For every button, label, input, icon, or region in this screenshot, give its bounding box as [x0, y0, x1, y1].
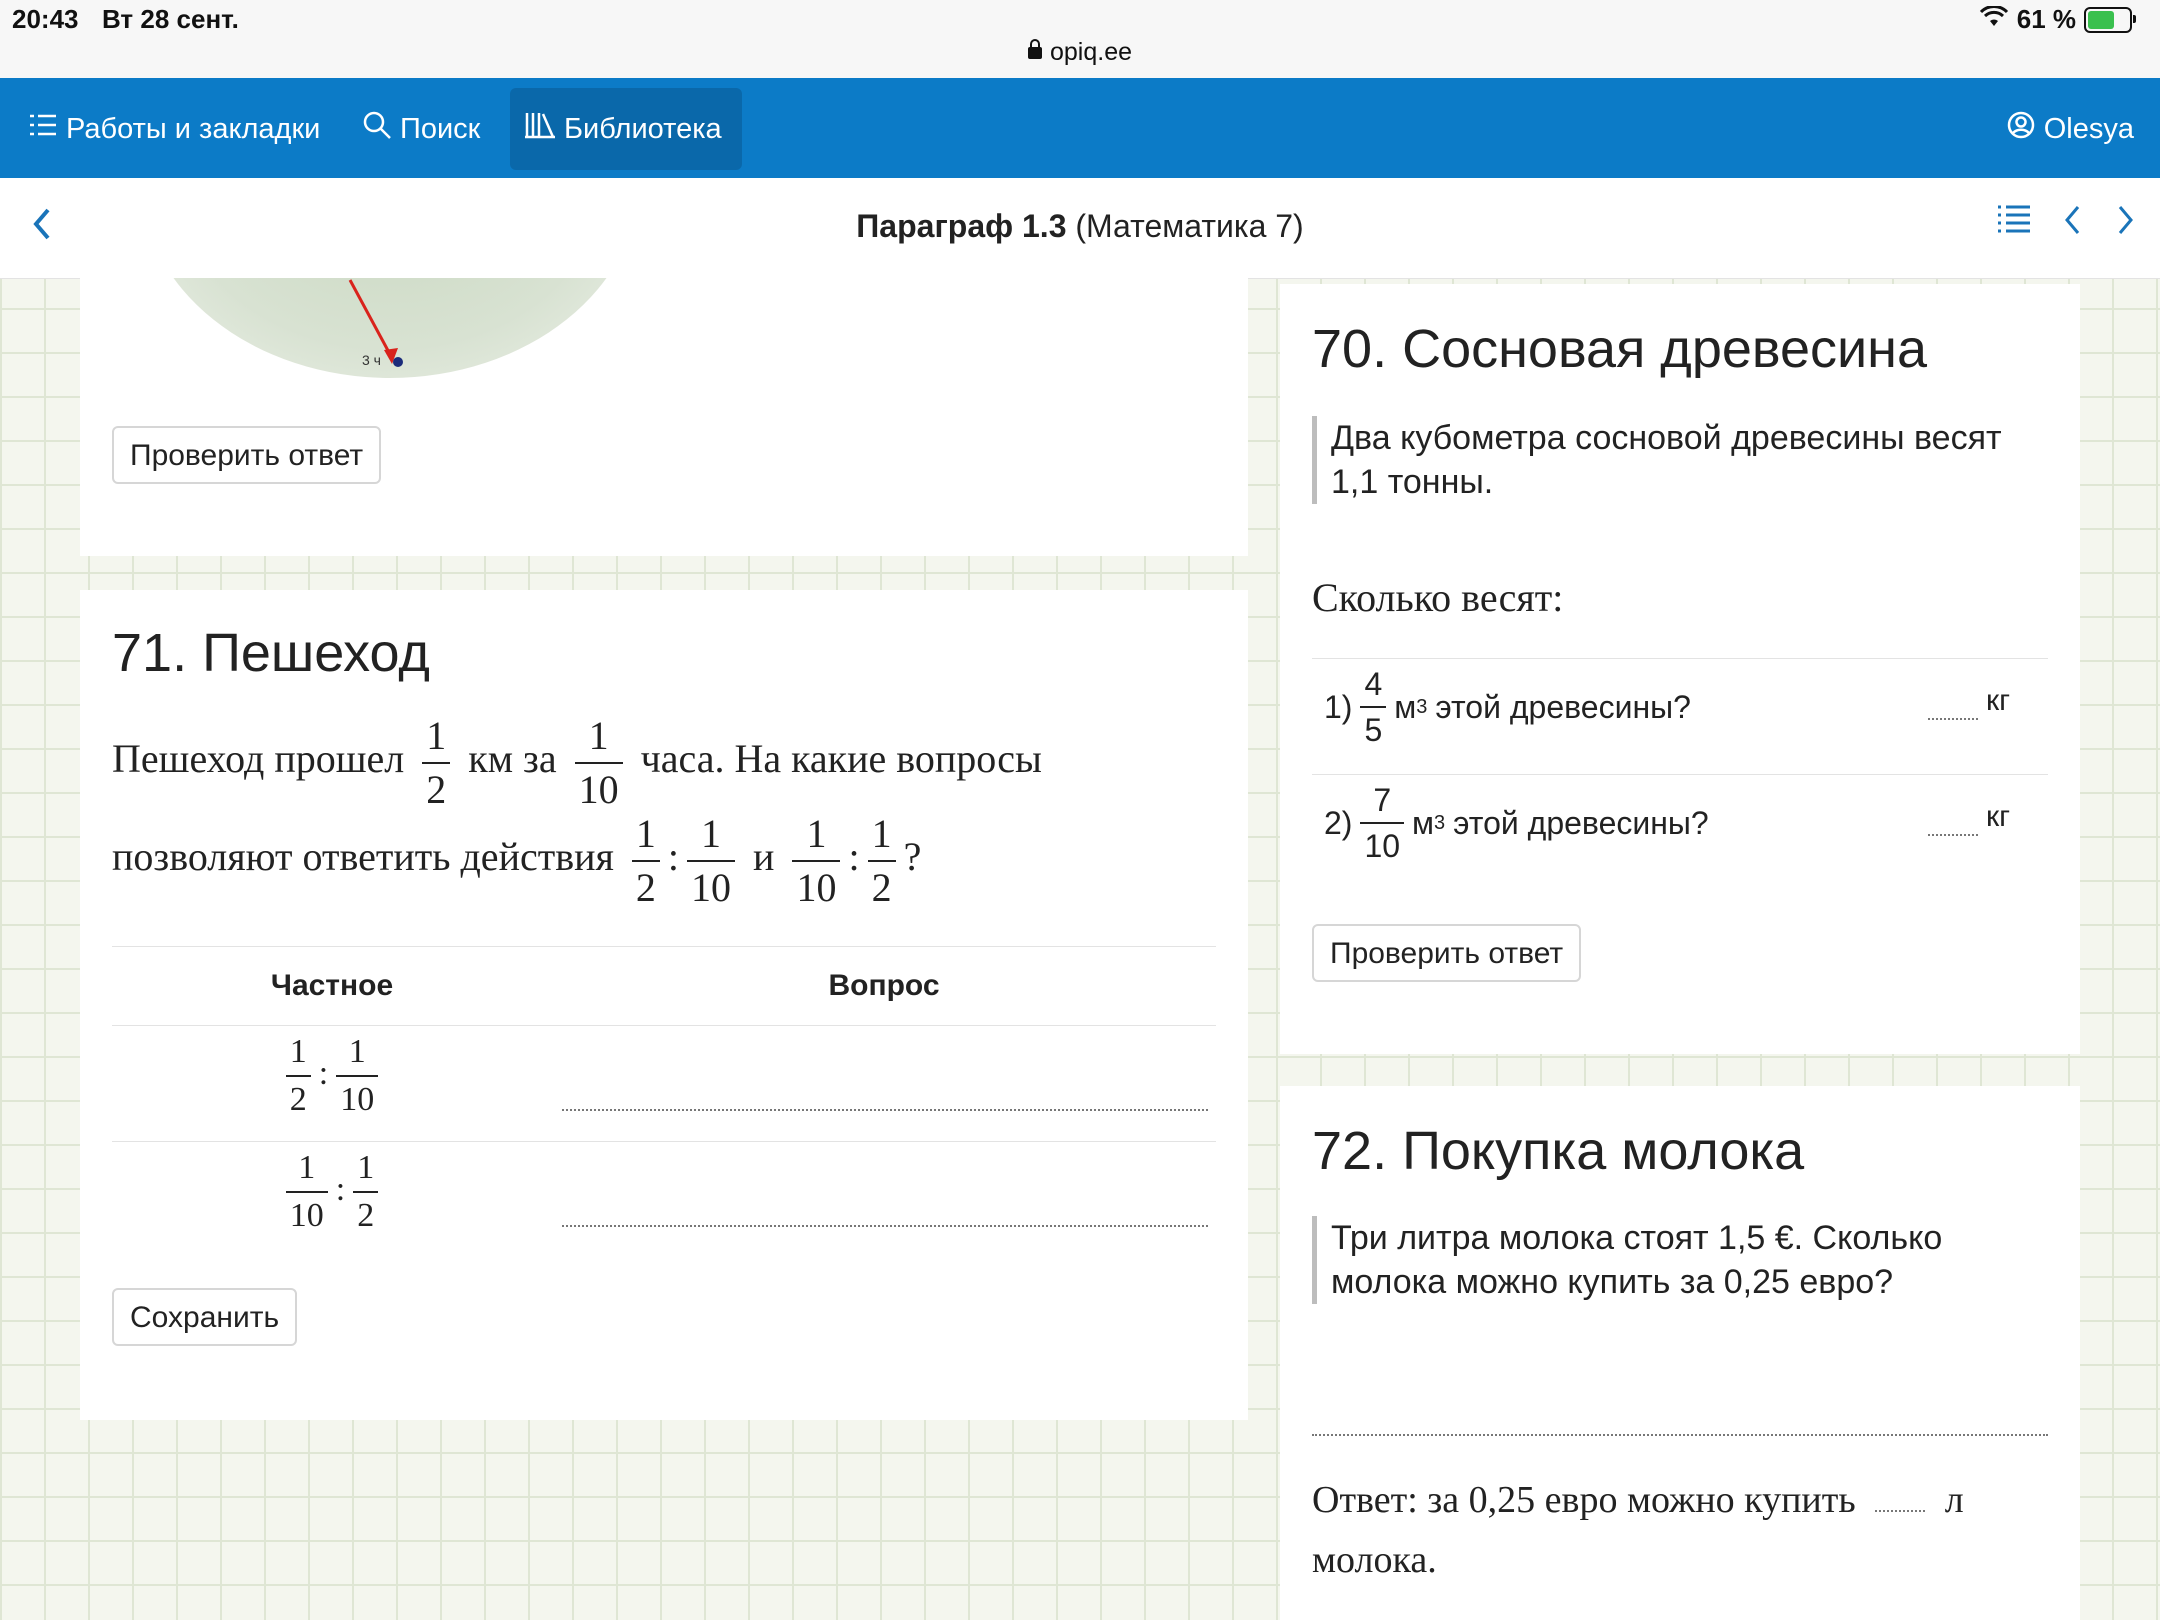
denominator: 2 — [868, 860, 896, 908]
denominator: 2 — [353, 1191, 378, 1233]
denominator: 10 — [1360, 822, 1404, 862]
task-title: 70. Сосновая древесина — [1312, 319, 1928, 379]
fraction — [792, 811, 840, 910]
denominator: 2 — [632, 860, 660, 908]
fraction — [336, 1035, 378, 1117]
system-indicators — [1979, 4, 2132, 35]
user-menu[interactable] — [1992, 88, 2148, 170]
fraction — [1360, 784, 1404, 862]
unit-label: кг — [1986, 684, 2011, 717]
text-part: часа. На какие вопросы — [640, 736, 1042, 782]
text-part: позволяют ответить действия — [112, 834, 614, 880]
unit: м — [1412, 804, 1435, 841]
date: Вт 28 сент. — [102, 4, 239, 34]
fraction — [286, 1035, 311, 1117]
denominator: 10 — [687, 860, 735, 908]
next-arrow-icon[interactable] — [2114, 202, 2136, 247]
top-navigation — [0, 78, 2160, 178]
nav-label: Работы и закладки — [66, 112, 321, 145]
nav-label: Библиотека — [564, 112, 722, 145]
text-part: Пешеход прошел — [112, 736, 405, 782]
answer-table — [112, 946, 1216, 1234]
numerator: 1 — [298, 1149, 316, 1186]
fraction — [1360, 668, 1386, 746]
text-part: км за — [468, 736, 557, 782]
save-button[interactable]: Сохранить — [112, 1288, 297, 1346]
list-item — [1324, 668, 1691, 746]
task-statement: Три литра молока стоят 1,5 €. Сколько молока можно купить за 0,25 евро? — [1312, 1216, 2021, 1304]
numerator: 1 — [871, 811, 892, 856]
answer-input-2[interactable] — [562, 1223, 1208, 1227]
colon: : — [318, 1054, 329, 1092]
url-text: opiq.ee — [1049, 38, 1133, 66]
numerator: 1 — [701, 811, 722, 856]
fraction — [868, 811, 896, 910]
numerator: 1 — [357, 1149, 375, 1186]
nav-label: Поиск — [400, 112, 481, 145]
answer-text: Ответ: за 0,25 евро можно купить — [1312, 1479, 1856, 1521]
weight-input-2[interactable] — [1928, 832, 1978, 836]
item-text: этой древесины? — [1435, 688, 1691, 725]
numerator: 1 — [348, 1033, 366, 1070]
wifi-icon — [1979, 4, 2009, 35]
task-text-line1 — [112, 713, 1042, 812]
answer-input-1[interactable] — [562, 1107, 1208, 1111]
lock-icon — [1028, 47, 1042, 59]
header-tools — [1996, 202, 2136, 247]
numerator: 1 — [588, 713, 609, 758]
weight-input-1[interactable] — [1928, 716, 1978, 720]
task-title: 71. Пешеход — [112, 623, 430, 683]
numerator: 1 — [289, 1033, 307, 1070]
unit-label: кг — [1986, 800, 2011, 833]
unit: м — [1394, 688, 1417, 725]
denominator: 10 — [286, 1191, 328, 1233]
denominator: 10 — [575, 762, 623, 810]
nav-library[interactable] — [510, 88, 742, 170]
text-part: и — [753, 834, 775, 880]
table-row — [112, 1151, 552, 1233]
exponent: 3 — [1416, 695, 1428, 718]
column-header: Вопрос — [828, 969, 940, 1002]
task-title: 72. Покупка молока — [1312, 1121, 1805, 1181]
fraction — [632, 811, 660, 910]
task-question: Сколько весят: — [1312, 575, 1564, 620]
battery-percent: 61 % — [2016, 4, 2076, 34]
denominator: 2 — [286, 1075, 311, 1117]
clock: 20:43 — [12, 4, 79, 34]
denominator: 10 — [792, 860, 840, 908]
nav-works-bookmarks[interactable] — [14, 88, 334, 170]
numerator: 1 — [426, 713, 447, 758]
address-bar[interactable] — [0, 38, 2160, 67]
item-number: 1) — [1324, 688, 1353, 725]
map-image — [140, 278, 640, 378]
check-answer-button[interactable]: Проверить ответ — [1312, 924, 1581, 982]
user-icon — [2006, 110, 2036, 148]
battery-icon — [2084, 7, 2132, 33]
fraction — [575, 713, 623, 812]
numerator: 1 — [806, 811, 827, 856]
numerator: 7 — [1373, 782, 1392, 818]
list-icon — [28, 112, 58, 146]
fraction — [687, 811, 735, 910]
title-bold: Параграф 1.3 — [856, 208, 1067, 244]
answer-unit: л — [1944, 1479, 1964, 1521]
fraction — [422, 713, 450, 812]
check-answer-button[interactable]: Проверить ответ — [112, 426, 381, 484]
item-text: этой древесины? — [1453, 804, 1709, 841]
card-task-71 — [80, 590, 1248, 1420]
nav-search[interactable] — [348, 88, 494, 170]
denominator: 5 — [1360, 706, 1386, 746]
question-mark: ? — [903, 834, 922, 880]
table-row — [112, 1035, 552, 1117]
column-header: Частное — [270, 969, 394, 1002]
card-task-70 — [1280, 284, 2080, 1054]
list-item — [1324, 784, 1709, 862]
map-label: 3 ч — [362, 352, 381, 368]
answer-sentence — [1312, 1470, 2062, 1590]
user-name: Olesya — [2043, 112, 2134, 145]
colon: : — [667, 834, 680, 880]
previous-arrow-icon[interactable] — [2062, 202, 2084, 247]
table-of-contents-icon[interactable] — [1996, 202, 2032, 247]
answer-input[interactable] — [1875, 1480, 1925, 1512]
numerator: 4 — [1364, 666, 1383, 702]
exponent: 3 — [1434, 811, 1446, 834]
task-statement: Два кубометра сосновой древесины весят 1,1 тонны. — [1312, 416, 2021, 504]
fraction — [286, 1151, 328, 1233]
solution-input[interactable] — [1312, 1432, 2048, 1436]
item-number: 2) — [1324, 804, 1353, 841]
card-task-72 — [1280, 1086, 2080, 1620]
answer-text: молока. — [1312, 1539, 1437, 1581]
fraction — [353, 1151, 378, 1233]
denominator: 10 — [336, 1075, 378, 1117]
library-icon — [524, 110, 556, 148]
search-icon — [362, 110, 392, 148]
colon: : — [848, 834, 860, 880]
task-text-line2 — [112, 811, 922, 910]
colon: : — [335, 1170, 346, 1208]
page-title — [0, 208, 2160, 245]
denominator: 2 — [422, 762, 450, 810]
status-bar — [0, 0, 2160, 78]
paragraph-header — [0, 178, 2160, 279]
title-subject: (Математика 7) — [1075, 208, 1304, 244]
numerator: 1 — [635, 811, 656, 856]
